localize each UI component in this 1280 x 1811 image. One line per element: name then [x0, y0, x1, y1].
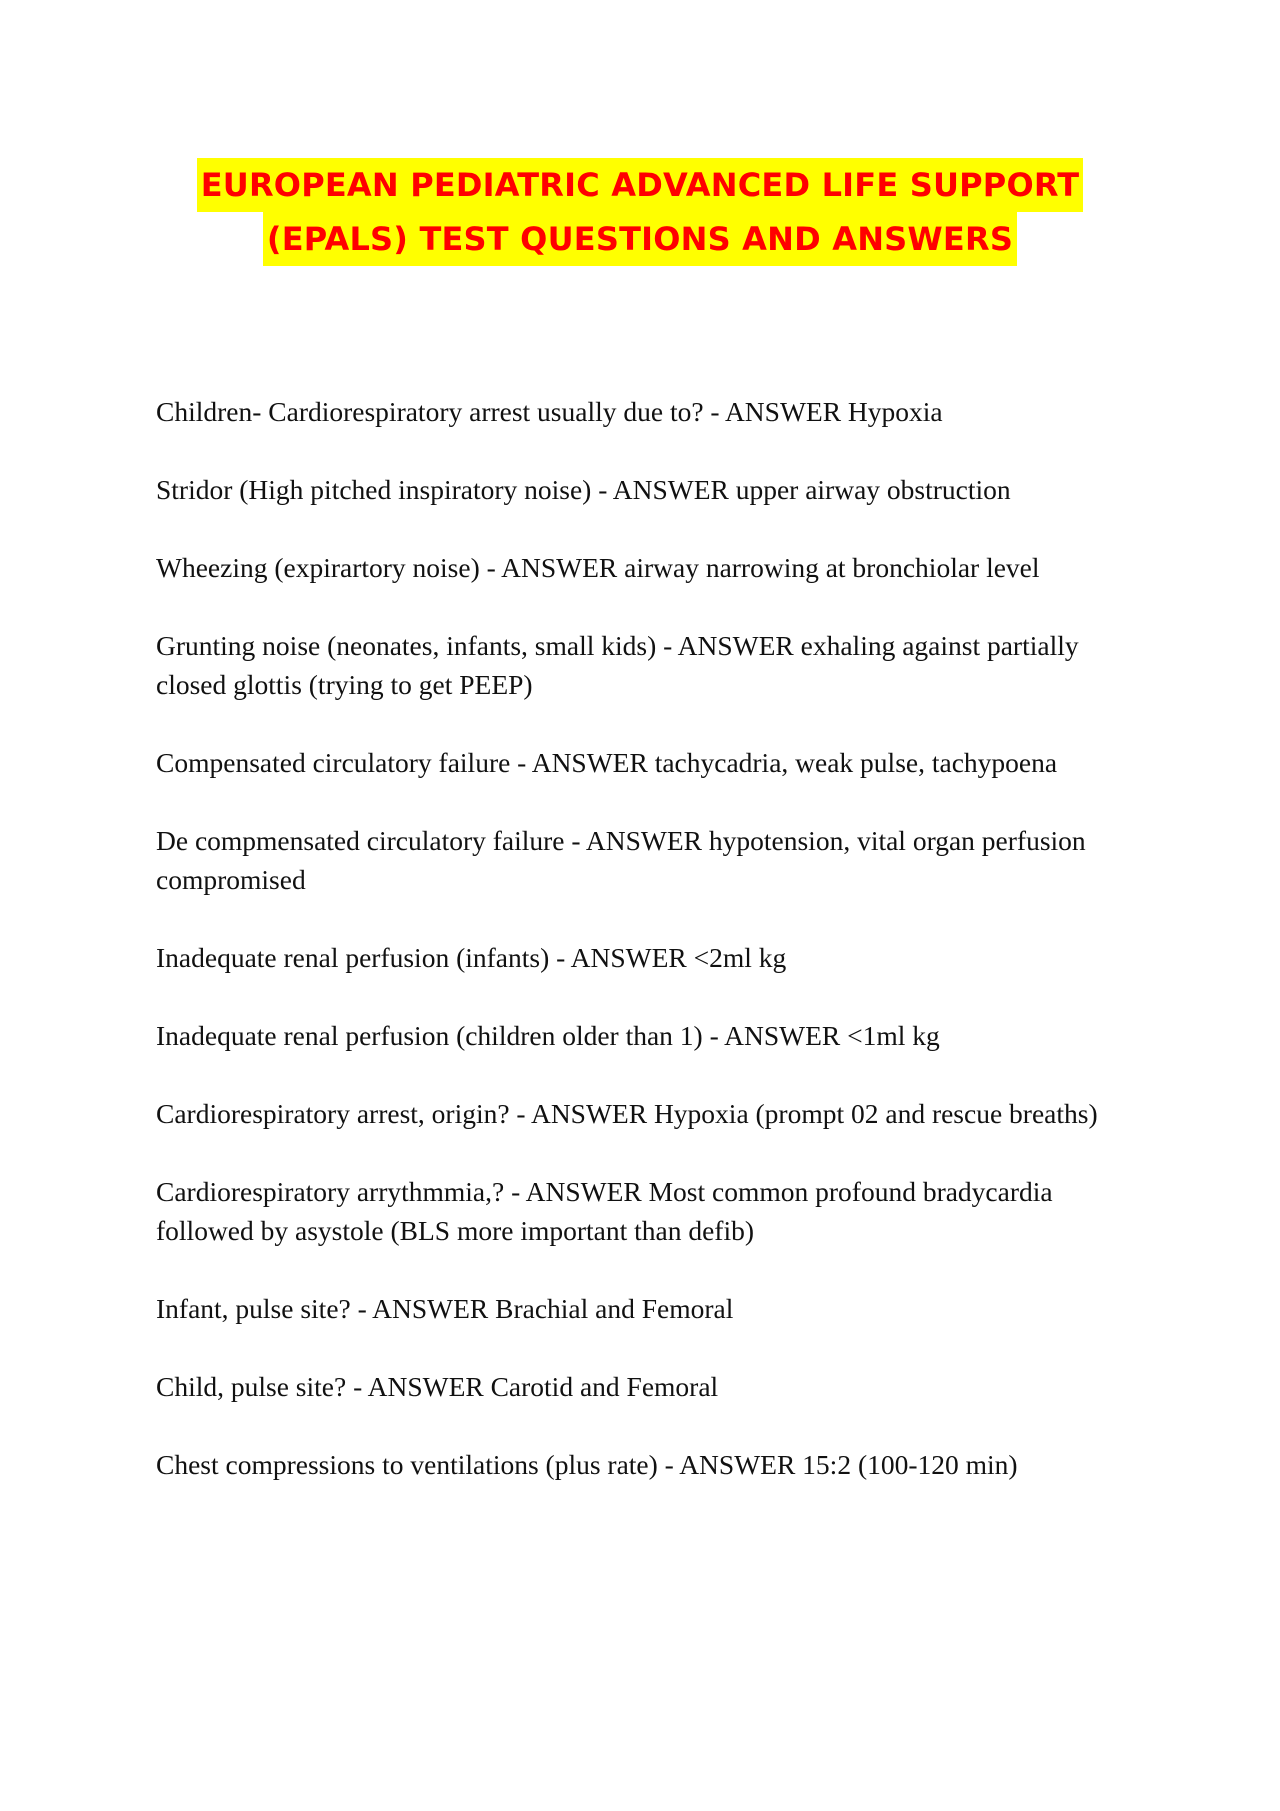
qa-question: Children- Cardiorespiratory arrest usually due to? -: [156, 396, 725, 427]
qa-answer: ANSWER upper airway obstruction: [612, 474, 1011, 505]
qa-item: [156, 1367, 1136, 1406]
document-title: [0, 158, 1280, 266]
qa-item: [156, 626, 1136, 704]
qa-question: Child, pulse site? -: [156, 1371, 368, 1402]
qa-answer: ANSWER <1ml kg: [724, 1020, 940, 1051]
qa-item: [156, 938, 1136, 977]
qa-item: [156, 821, 1136, 899]
qa-answer: ANSWER exhaling against partially closed glottis (trying to get PEEP): [156, 630, 1079, 700]
qa-question: Inadequate renal perfusion (infants) -: [156, 942, 571, 973]
qa-item: [156, 1172, 1136, 1250]
qa-question: Wheezing (expirartory noise) -: [156, 552, 502, 583]
qa-answer: ANSWER hypotension, vital organ perfusion compromised: [156, 825, 1086, 895]
qa-item: [156, 1094, 1136, 1133]
qa-question: Stridor (High pitched inspiratory noise) -: [156, 474, 613, 505]
qa-question: Cardiorespiratory arrythmmia,? -: [156, 1176, 526, 1207]
qa-question: De compmensated circulatory failure -: [156, 825, 586, 856]
qa-answer: ANSWER Hypoxia: [724, 396, 943, 427]
qa-item: [156, 743, 1136, 782]
qa-answer: ANSWER Hypoxia (prompt 02 and rescue breaths): [530, 1098, 1098, 1129]
qa-answer: ANSWER 15:2 (100-120 min): [679, 1449, 1018, 1480]
qa-answer: ANSWER Most common profound bradycardia followed by asystole (BLS more important than defib): [156, 1176, 1053, 1246]
qa-answer: ANSWER Carotid and Femoral: [367, 1371, 719, 1402]
qa-item: [156, 1016, 1136, 1055]
qa-question: Inadequate renal perfusion (children older than 1) -: [156, 1020, 725, 1051]
qa-item: [156, 392, 1136, 431]
qa-item: [156, 470, 1136, 509]
title-line-1: EUROPEAN PEDIATRIC ADVANCED LIFE SUPPORT: [197, 158, 1084, 212]
qa-answer: ANSWER airway narrowing at bronchiolar level: [501, 552, 1040, 583]
qa-item: [156, 1289, 1136, 1328]
qa-question: Chest compressions to ventilations (plus rate) -: [156, 1449, 680, 1480]
qa-question: Grunting noise (neonates, infants, small kids) -: [156, 630, 678, 661]
qa-item: [156, 1445, 1136, 1484]
qa-list: [156, 392, 1136, 1523]
qa-question: Infant, pulse site? -: [156, 1293, 373, 1324]
title-line-2: (EPALS) TEST QUESTIONS AND ANSWERS: [263, 212, 1017, 266]
qa-answer: ANSWER Brachial and Femoral: [372, 1293, 734, 1324]
qa-item: [156, 548, 1136, 587]
qa-question: Compensated circulatory failure -: [156, 747, 532, 778]
qa-answer: ANSWER tachycadria, weak pulse, tachypoena: [531, 747, 1058, 778]
qa-question: Cardiorespiratory arrest, origin? -: [156, 1098, 531, 1129]
qa-answer: ANSWER <2ml kg: [570, 942, 787, 973]
